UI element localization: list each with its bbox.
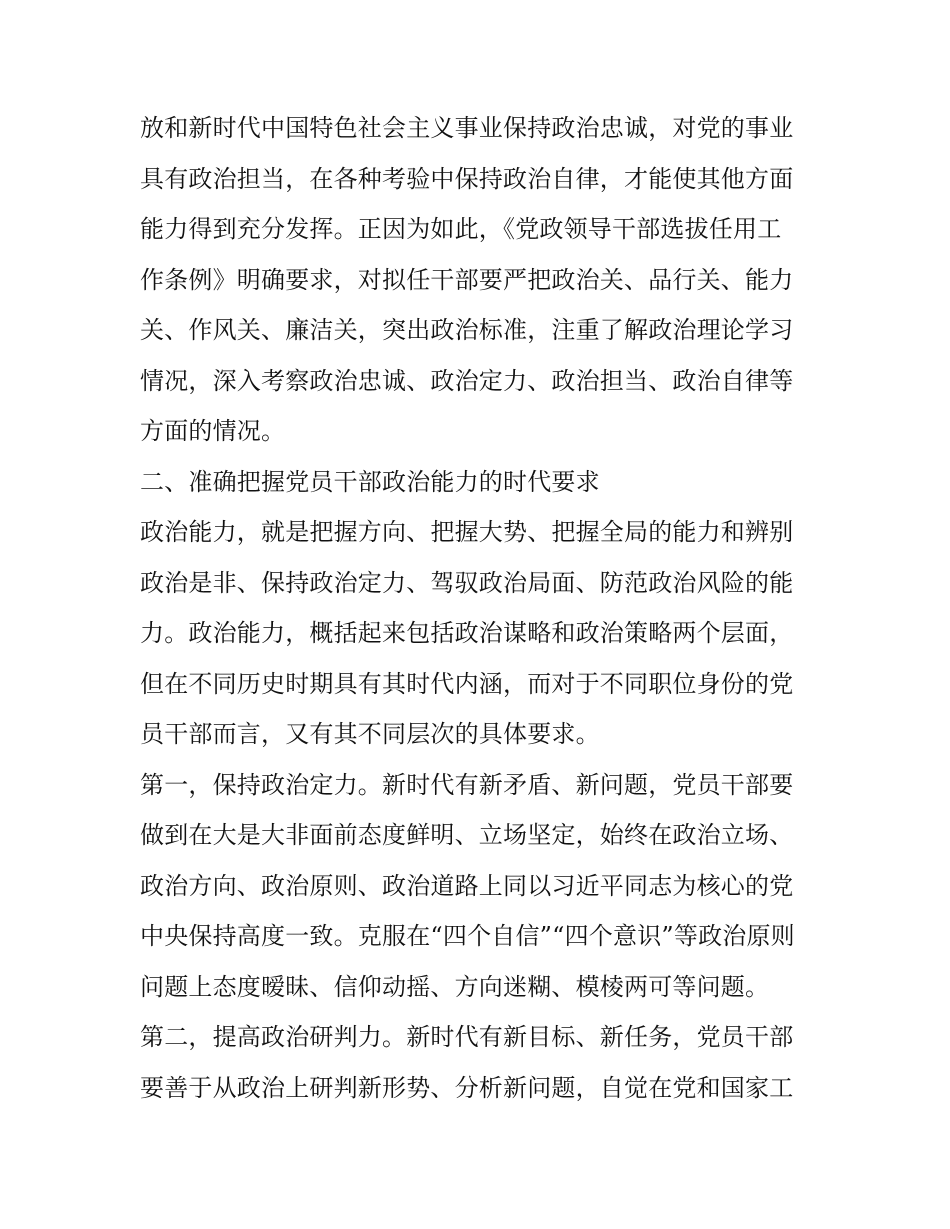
- text-line: 第一，保持政治定力。新时代有新矛盾、新问题，党员干部要: [140, 770, 794, 799]
- section-heading: 二、准确把握党员干部政治能力的时代要求: [140, 467, 600, 496]
- text-line: 问题上态度暧昧、信仰动摇、方向迷糊、模棱两可等问题。: [140, 972, 770, 1001]
- text-line: 要善于从政治上研判新形势、分析新问题，自觉在党和国家工: [140, 1073, 794, 1102]
- document-body: [140, 103, 820, 1113]
- text-line: 做到在大是大非面前态度鲜明、立场坚定，始终在政治立场、: [140, 821, 794, 849]
- text-line: 作条例》明确要求，对拟任干部要严把政治关、品行关、能力: [140, 265, 794, 294]
- text-line: 情况，深入考察政治忠诚、政治定力、政治担当、政治自律等: [140, 366, 794, 395]
- text-line: 关、作风关、廉洁关，突出政治标准，注重了解政治理论学习: [140, 316, 794, 344]
- text-line: 但在不同历史时期具有其时代内涵，而对于不同职位身份的党: [140, 669, 794, 698]
- text-line: 政治能力，就是把握方向、把握大势、把握全局的能力和辨别: [140, 518, 794, 546]
- text-line: 具有政治担当，在各种考验中保持政治自律，才能使其他方面: [140, 164, 794, 193]
- text-line: 放和新时代中国特色社会主义事业保持政治忠诚，对党的事业: [140, 114, 794, 142]
- text-line: 第二，提高政治研判力。新时代有新目标、新任务，党员干部: [140, 1023, 794, 1051]
- text-line: 方面的情况。: [140, 417, 286, 445]
- text-line: 中央保持高度一致。克服在“四个自信”“四个意识”等政治原则: [140, 922, 795, 950]
- text-line: 政治方向、政治原则、政治道路上同以习近平同志为核心的党: [140, 871, 794, 900]
- text-line: 能力得到充分发挥。正因为如此，《党政领导干部选拔任用工: [140, 215, 782, 243]
- text-line: 力。政治能力，概括起来包括政治谋略和政治策略两个层面，: [140, 619, 794, 647]
- text-line: 员干部而言，又有其不同层次的具体要求。: [140, 720, 600, 748]
- text-line: 政治是非、保持政治定力、驾驭政治局面、防范政治风险的能: [140, 568, 794, 597]
